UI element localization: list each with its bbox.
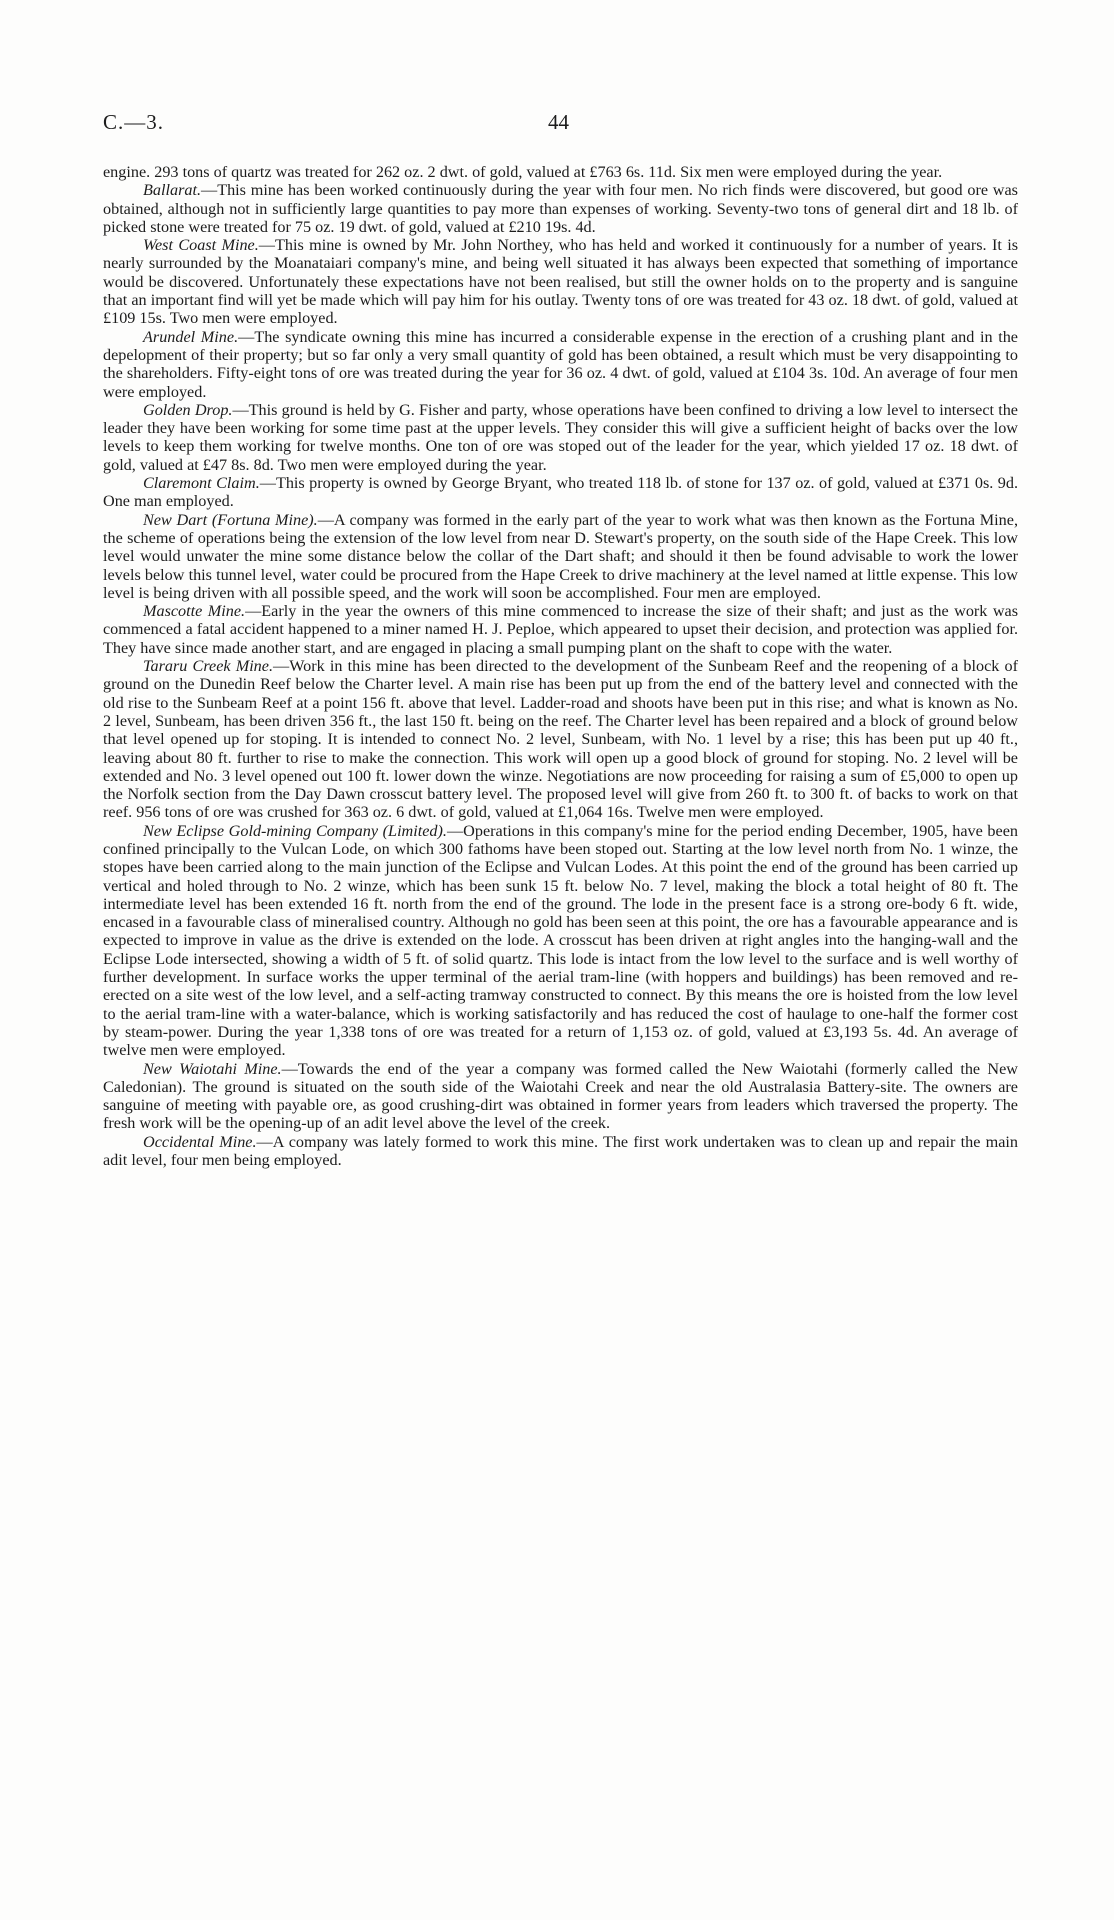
section-heading: Claremont Claim. xyxy=(143,474,260,493)
section-heading: Golden Drop. xyxy=(143,400,233,419)
paragraph-claremont-claim: Claremont Claim.—This property is owned by George Bryant, who treated 118 lb. of stone for 137 oz. of gold, valued at £371 0s. 9d. One man employed. xyxy=(103,474,1018,511)
paragraph-mascotte-mine: Mascotte Mine.—Early in the year the owners of this mine commenced to increase the size of their shaft; and just as the work was commenced a fatal accident happened to a miner named H. J. Peploe, which appeared to upset their decision, and protection was applied for. They have since made another start, and are engaged in placing a small pumping plant on the shaft to cope with the water. xyxy=(103,602,1018,657)
section-heading: Tararu Creek Mine. xyxy=(143,657,274,676)
section-heading: New Dart (Fortuna Mine). xyxy=(143,510,318,529)
paragraph-new-dart: New Dart (Fortuna Mine).—A company was formed in the early part of the year to work what was then known as the Fortuna Mine, the scheme of operations being the extension of the low level from near D. Stewart's property, on the south side of the Hape Creek. This low level would unwater the mine some distance below the collar of the Dart shaft; and should it then be found advisable to work the lower levels below this tunnel level, water could be procured from the Hape Creek to drive machinery at the level named at little expense. This low level is being driven with all possible speed, and the work will soon be accomplished. Four men are employed. xyxy=(103,510,1018,602)
paragraph-occidental-mine: Occidental Mine.—A company was lately formed to work this mine. The first work undertaken was to clean up and repair the main adit level, four men being employed. xyxy=(103,1132,1018,1170)
section-heading: Occidental Mine. xyxy=(143,1132,257,1151)
page-number: 44 xyxy=(548,110,569,134)
paragraph-ballarat: Ballarat.—This mine has been worked continuously during the year with four men. No rich finds were discovered, but good ore was obtained, although not in sufficiently large quantities to pay more than expenses of working. Seventy-two tons of general dirt and 18 lb. of picked stone were treated for 75 oz. 19 dwt. of gold, valued at £210 19s. 4d. xyxy=(103,181,1018,236)
paragraph-golden-drop: Golden Drop.—This ground is held by G. Fisher and party, whose operations have been confined to driving a low level to intersect the leader they have been working for some time past at the upper levels. They consider this will give a sufficient height of backs over the low levels to keep them working for twelve months. One ton of ore was stoped out of the leader for the year, which yielded 17 oz. 18 dwt. of gold, valued at £47 8s. 8d. Two men were employed during the year. xyxy=(103,400,1018,474)
section-heading: Arundel Mine. xyxy=(143,327,239,346)
section-heading: West Coast Mine. xyxy=(143,236,259,255)
paragraph-tararu-creek-mine: Tararu Creek Mine.—Work in this mine has been directed to the development of the Sunbeam Reef and the reopening of a block of ground on the Dunedin Reef below the Charter level. A main rise has been put up from the end of the battery level and connected with the old rise to the Sunbeam Reef at a point 156 ft. above that level. Ladder-road and shoots have been put in this rise; and what is known as No. 2 level, Sunbeam, has been driven 356 ft., the last 150 ft. being on the reef. The Charter level has been repaired and a block of ground below that level opened up for stoping. It is intended to connect No. 2 level, Sunbeam, with No. 1 level by a rise; this has been put up 40 ft., leaving about 80 ft. further to rise to make the connection. This work will open up a good block of ground for stoping. No. 2 level will be extended and No. 3 level opened out 100 ft. lower down the winze. Negotiations are now proceeding for raising a sum of £5,000 to open up the Norfolk section from the Day Dawn crosscut battery level. The proposed level will give from 260 ft. to 300 ft. of backs to work on that reef. 956 tons of ore was crushed for 363 oz. 6 dwt. of gold, valued at £1,064 16s. Twelve men were employed. xyxy=(103,657,1018,822)
paragraph-continuation: engine. 293 tons of quartz was treated for 262 oz. 2 dwt. of gold, valued at £763 6s. 11d. Six men were employed during the year. xyxy=(103,163,943,181)
section-heading: New Eclipse Gold-mining Company (Limited). xyxy=(143,821,447,840)
report-body xyxy=(103,163,1018,1169)
section-heading: Mascotte Mine. xyxy=(143,602,246,621)
document-reference: C.—3. xyxy=(103,110,165,134)
page-header xyxy=(103,110,1018,140)
paragraph-arundel-mine: Arundel Mine.—The syndicate owning this mine has incurred a considerable expense in the erection of a crushing plant and in the depelopment of their property; but so far only a very small quantity of gold has been obtained, a result which must be very disappointing to the shareholders. Fifty-eight tons of ore was treated during the year for 36 oz. 4 dwt. of gold, valued at £104 3s. 10d. An average of four men were employed. xyxy=(103,327,1018,401)
paragraph-new-eclipse: New Eclipse Gold-mining Company (Limited).—Operations in this company's mine for the period ending December, 1905, have been confined principally to the Vulcan Lode, on which 300 fathoms have been stoped out. Starting at the low level north from No. 1 winze, the stopes have been carried along to the main junction of the Eclipse and Vulcan Lodes. At this point the end of the ground has been carried up vertical and holed through to No. 2 winze, which has been sunk 15 ft. below No. 7 level, making the block a total height of 80 ft. The intermediate level has been extended 16 ft. north from the end of the ground. The lode in the present face is a strong ore-body 6 ft. wide, encased in a favourable class of mineralised country. Although no gold has been seen at this point, the ore has a favourable appearance and is expected to improve in value as the drive is extended on the lode. A crosscut has been driven at right angles into the hanging-wall and the Eclipse Lode intersected, showing a width of 5 ft. of solid quartz. This lode is intact from the low level to the surface and is well worthy of further development. In surface works the upper terminal of the aerial tram-line (with hoppers and buildings) has been removed and re-erected on a site west of the low level, and a self-acting tramway constructed to connect. By this means the ore is hoisted from the low level to the aerial tram-line with a water-balance, which is working satisfactorily and has reduced the cost of haulage to one-half the former cost by steam-power. During the year 1,338 tons of ore was treated for a return of 1,153 oz. of gold, valued at £3,193 5s. 4d. An average of twelve men were employed. xyxy=(103,821,1018,1060)
section-heading: New Waiotahi Mine. xyxy=(143,1059,282,1078)
paragraph-west-coast-mine: West Coast Mine.—This mine is owned by Mr. John Northey, who has held and worked it continuously for a number of years. It is nearly surrounded by the Moanataiari company's mine, and being well situated it has always been expected that something of importance would be discovered. Unfortunately these expectations have not been realised, but still the owner holds on to the property and is sanguine that an important find will yet be made which will pay him for his outlay. Twenty tons of ore was treated for 43 oz. 18 dwt. of gold, valued at £109 15s. Two men were employed. xyxy=(103,236,1018,328)
paragraph-new-waiotahi-mine: New Waiotahi Mine.—Towards the end of the year a company was formed called the New Waiotahi (formerly called the New Caledonian). The ground is situated on the south side of the Waiotahi Creek and near the old Australasia Battery-site. The owners are sanguine of meeting with payable ore, as good crushing-dirt was obtained in former years from leaders which traversed the property. The fresh work will be the opening-up of an adit level above the level of the creek. xyxy=(103,1059,1018,1133)
section-heading: Ballarat. xyxy=(143,181,202,200)
